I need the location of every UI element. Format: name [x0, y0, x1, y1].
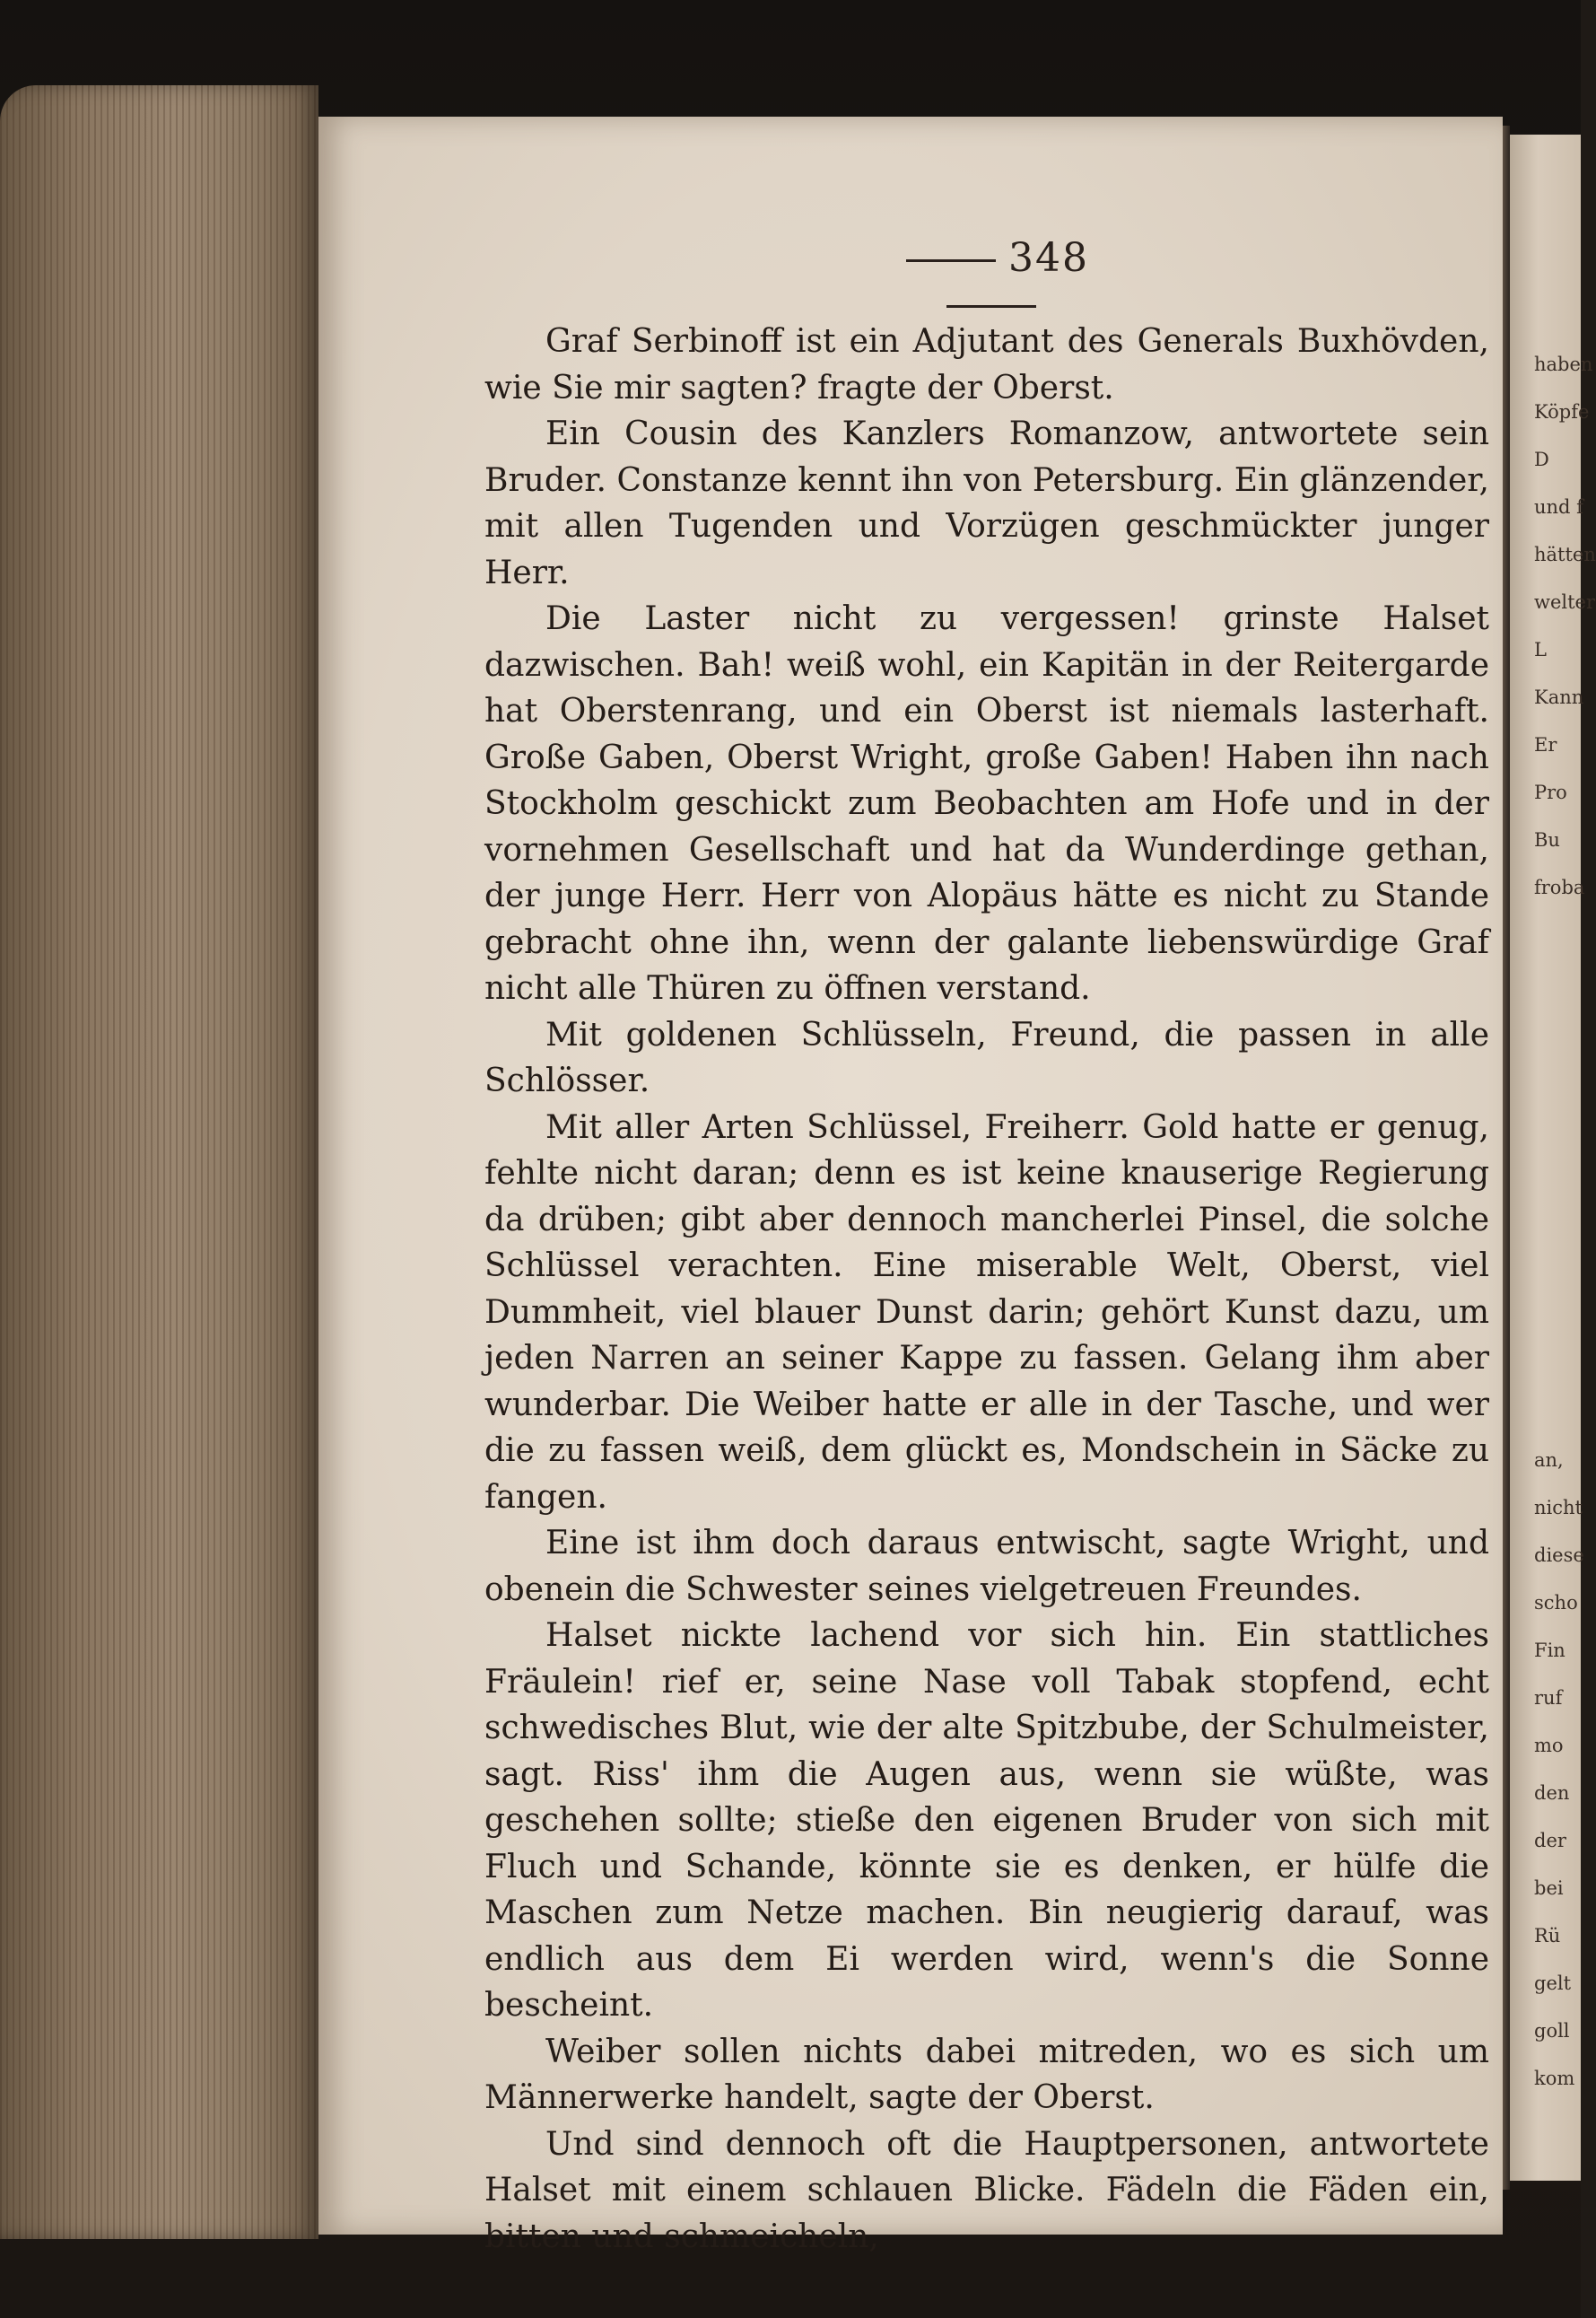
fragment: scho — [1534, 1592, 1578, 1614]
fragment: Rü — [1534, 1925, 1561, 1946]
fragment: den — [1534, 1782, 1570, 1804]
fragment: der — [1534, 1830, 1566, 1851]
fragment: L — [1534, 639, 1547, 660]
paragraph: Graf Serbinoff ist ein Adjutant des Generals Buxhövden, wie Sie mir sagten? fragte der Oberst. — [484, 323, 1489, 407]
paragraph: Ein Cousin des Kanzlers Romanzow, antwortete sein Bruder. Constanze kennt ihn von Petersburg. Ein glänzender, mit allen Tugenden und Vorzügen geschmückter junger Herr. — [484, 415, 1489, 591]
paragraph: Weiber sollen nichts dabei mitreden, wo es sich um Männerwerke handelt, sagte der Oberst. — [484, 2033, 1489, 2116]
fragment: D — [1534, 449, 1549, 470]
paragraph: Die Laster nicht zu vergessen! grinste Halset dazwischen. Bah! weiß wohl, ein Kapitän in der Reitergarde hat Oberstenrang, und ein Oberst ist niemals lasterhaft. Große Gaben, Oberst Wright, große Gaben! Haben ihn nach Stockholm geschickt zum Beobachten am Hofe und in der vornehmen Gesellschaft und hat da Wunderdinge gethan, der junge Herr. Herr von Alopäus hätte es nicht zu Stande gebracht ohne ihn, wenn der galante liebenswürdige Graf nicht alle Thüren zu öffnen verstand. — [484, 600, 1489, 1007]
fragment: Er — [1534, 734, 1557, 756]
fragment: gelt — [1534, 1972, 1572, 1994]
fragment: ruf — [1534, 1687, 1563, 1709]
body-text — [484, 319, 1489, 2260]
fragment-gap — [1534, 912, 1581, 1437]
book-page-edges — [0, 85, 318, 2239]
fragment: Pro — [1534, 782, 1567, 803]
paragraph: Mit goldenen Schlüsseln, Freund, die passen in alle Schlösser. — [484, 1016, 1489, 1099]
paragraph: Halset nickte lachend vor sich hin. Ein stattliches Fräulein! rief er, seine Nase voll Tabak stopfend, echt schwedisches Blut, wie der alte Spitzbube, der Schulmeister, sagt. Riss' ihm die Augen aus, wenn sie wüßte, was geschehen sollte; stieße den eigenen Bruder von sich mit Fluch und Schande, könnte sie es denken, er hülfe die Maschen zum Netze machen. Bin neugierig darauf, was endlich aus dem Ei werden wird, wenn's die Sonne bescheint. — [484, 1617, 1489, 2024]
fragment: und f — [1534, 496, 1583, 518]
left-rule — [906, 259, 996, 262]
fragment: welter — [1534, 591, 1596, 613]
fragment: goll — [1534, 2020, 1570, 2042]
fragment: mo — [1534, 1735, 1564, 1756]
fragment: haben — [1534, 354, 1593, 375]
page-number-header — [852, 235, 1130, 327]
paragraph: Eine ist ihm doch daraus entwischt, sagte Wright, und obenein die Schwester seines vielgetreuen Freundes. — [484, 1525, 1489, 1608]
fragment: an, — [1534, 1449, 1564, 1471]
fragment: bei — [1534, 1877, 1564, 1899]
paragraph: Mit aller Arten Schlüssel, Freiherr. Gold hatte er genug, fehlte nicht daran; denn es ist keine knauserige Regierung da drüben; gibt aber dennoch mancherlei Pinsel, die solche Schlüssel verachten. Eine miserable Welt, Oberst, viel Dummheit, viel blauer Dunst darin; gehört Kunst dazu, um jeden Narren an seiner Kappe zu fassen. Gelang ihm aber wunderbar. Die Weiber hatte er alle in der Tasche, und wer die zu fassen weiß, dem glückt es, Mondschein in Säcke zu fangen. — [484, 1108, 1489, 1516]
fragment: Köpfe — [1534, 401, 1590, 423]
fragment: diese — [1534, 1544, 1584, 1566]
page-number: 348 — [1008, 235, 1089, 281]
book-gutter — [1503, 126, 1510, 2190]
fragment: froba — [1534, 877, 1585, 898]
fragment: nicht — [1534, 1497, 1583, 1518]
fragment: Fin — [1534, 1640, 1565, 1661]
next-page-text-fragments — [1534, 341, 1596, 2103]
fragment: Kann — [1534, 687, 1584, 708]
paragraph: Und sind dennoch oft die Hauptpersonen, antwortete Halset mit einem schlauen Blicke. Fädeln die Fäden ein, bitten und schmeicheln, — [484, 2125, 1489, 2255]
right-rule — [946, 305, 1036, 308]
fragment: kom — [1534, 2068, 1575, 2089]
fragment: Bu — [1534, 829, 1560, 851]
fragment: hätten — [1534, 544, 1596, 565]
